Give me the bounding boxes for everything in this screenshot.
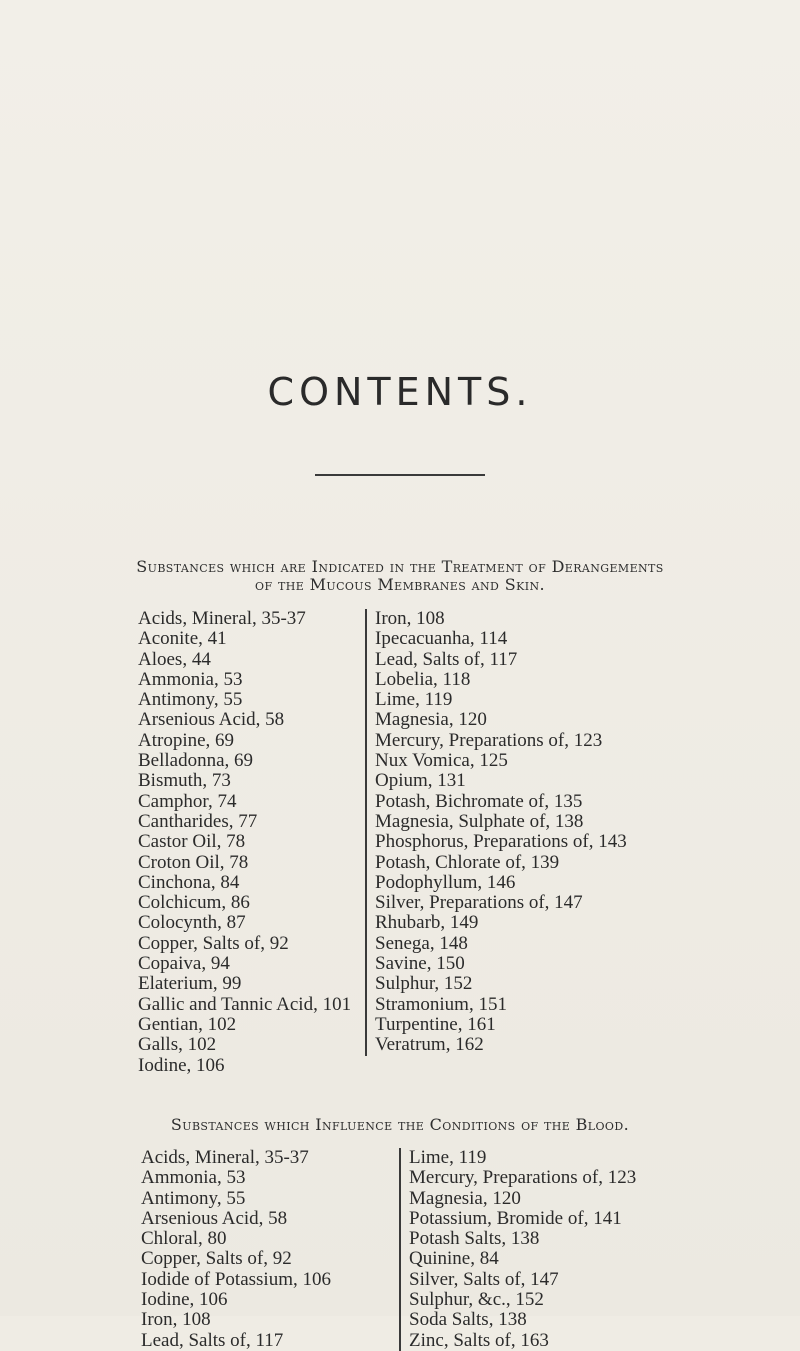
- index-entry: Soda Salts, 138: [409, 1309, 527, 1331]
- index-entry: Gallic and Tannic Acid, 101: [138, 993, 352, 1015]
- section-2-left-column: [141, 1148, 331, 1351]
- index-entry: Chloral, 80: [141, 1228, 227, 1250]
- index-entry: Opium, 131: [375, 770, 466, 792]
- index-entry: Belladonna, 69: [138, 750, 254, 772]
- index-entry: Magnesia, 120: [375, 709, 487, 731]
- section-2-right-column: [399, 1148, 636, 1351]
- index-entry: Potassium, Bromide of, 141: [409, 1207, 622, 1229]
- index-entry: Nux Vomica, 125: [375, 750, 508, 772]
- index-entry: Senega, 148: [375, 932, 468, 954]
- index-entry: Aconite, 41: [138, 628, 227, 650]
- index-entry: Aloes, 44: [138, 648, 211, 670]
- index-entry: Stramonium, 151: [375, 993, 507, 1015]
- index-entry: Cantharides, 77: [138, 810, 258, 832]
- index-entry: Castor Oil, 78: [138, 831, 246, 853]
- index-entry: Lead, Salts of, 117: [375, 648, 518, 670]
- index-entry: Atropine, 69: [138, 729, 235, 751]
- title-rule: [315, 474, 485, 476]
- index-entry: Potash, Bichromate of, 135: [375, 790, 583, 812]
- index-entry: Silver, Preparations of, 147: [375, 892, 583, 914]
- index-entry: Colchicum, 86: [138, 892, 250, 914]
- index-entry: Elaterium, 99: [138, 973, 242, 995]
- index-entry: Potash, Chlorate of, 139: [375, 851, 560, 873]
- index-entry: Phosphorus, Preparations of, 143: [375, 831, 627, 853]
- index-entry: Camphor, 74: [138, 790, 237, 812]
- index-entry: Iodine, 106: [141, 1289, 228, 1311]
- index-entry: Acids, Mineral, 35-37: [138, 608, 306, 629]
- index-entry: Ammonia, 53: [138, 668, 243, 690]
- index-entry: Mercury, Preparations of, 123: [375, 729, 603, 751]
- index-entry: Antimony, 55: [141, 1187, 246, 1209]
- index-entry: Veratrum, 162: [375, 1034, 484, 1056]
- index-entry: Zinc, Salts of, 163: [409, 1329, 549, 1351]
- index-entry: Potash Salts, 138: [409, 1228, 540, 1250]
- index-entry: Magnesia, 120: [409, 1187, 521, 1209]
- page-title: CONTENTS.: [267, 370, 533, 414]
- index-entry: Colocynth, 87: [138, 912, 246, 934]
- index-entry: Ammonia, 53: [141, 1167, 246, 1189]
- index-entry: Iodine, 106: [138, 1054, 225, 1076]
- index-entry: Sulphur, &c., 152: [409, 1289, 544, 1311]
- index-entry: Iron, 108: [141, 1309, 211, 1331]
- index-entry: Copper, Salts of, 92: [141, 1248, 292, 1270]
- index-entry: Lime, 119: [375, 689, 453, 711]
- index-entry: Rhubarb, 149: [375, 912, 479, 934]
- index-entry: Copaiva, 94: [138, 953, 230, 975]
- section-1-heading-line-1: Substances which are Indicated in the Treatment of Derangements: [136, 557, 664, 576]
- index-entry: Sulphur, 152: [375, 973, 473, 995]
- section-1-heading-line-2: of the Mucous Membranes and Skin.: [255, 575, 545, 594]
- index-entry: Iodide of Potassium, 106: [141, 1268, 331, 1290]
- index-entry: Iron, 108: [375, 608, 445, 629]
- index-entry: Arsenious Acid, 58: [141, 1207, 288, 1229]
- index-entry: Silver, Salts of, 147: [409, 1268, 559, 1290]
- index-entry: Lime, 119: [409, 1147, 487, 1168]
- index-entry: Quinine, 84: [409, 1248, 499, 1270]
- index-entry: Galls, 102: [138, 1034, 217, 1056]
- index-entry: Acids, Mineral, 35-37: [141, 1147, 309, 1168]
- section-1-left-column: [138, 609, 351, 1076]
- index-entry: Magnesia, Sulphate of, 138: [375, 810, 584, 832]
- index-entry: Lobelia, 118: [375, 668, 471, 690]
- index-entry: Copper, Salts of, 92: [138, 932, 289, 954]
- index-entry: Cinchona, 84: [138, 871, 240, 893]
- index-entry: Antimony, 55: [138, 689, 243, 711]
- section-2-heading: Substances which Influence the Conditions of the Blood.: [170, 1115, 630, 1134]
- section-1-right-column: [365, 609, 627, 1056]
- index-entry: Croton Oil, 78: [138, 851, 249, 873]
- index-entry: Turpentine, 161: [375, 1013, 496, 1035]
- index-entry: Mercury, Preparations of, 123: [409, 1167, 637, 1189]
- index-entry: Podophyllum, 146: [375, 871, 516, 893]
- index-entry: Savine, 150: [375, 953, 465, 975]
- index-entry: Lead, Salts of, 117: [141, 1329, 284, 1351]
- index-entry: Ipecacuanha, 114: [375, 628, 508, 650]
- index-entry: Arsenious Acid, 58: [138, 709, 285, 731]
- index-entry: Gentian, 102: [138, 1013, 237, 1035]
- index-entry: Bismuth, 73: [138, 770, 231, 792]
